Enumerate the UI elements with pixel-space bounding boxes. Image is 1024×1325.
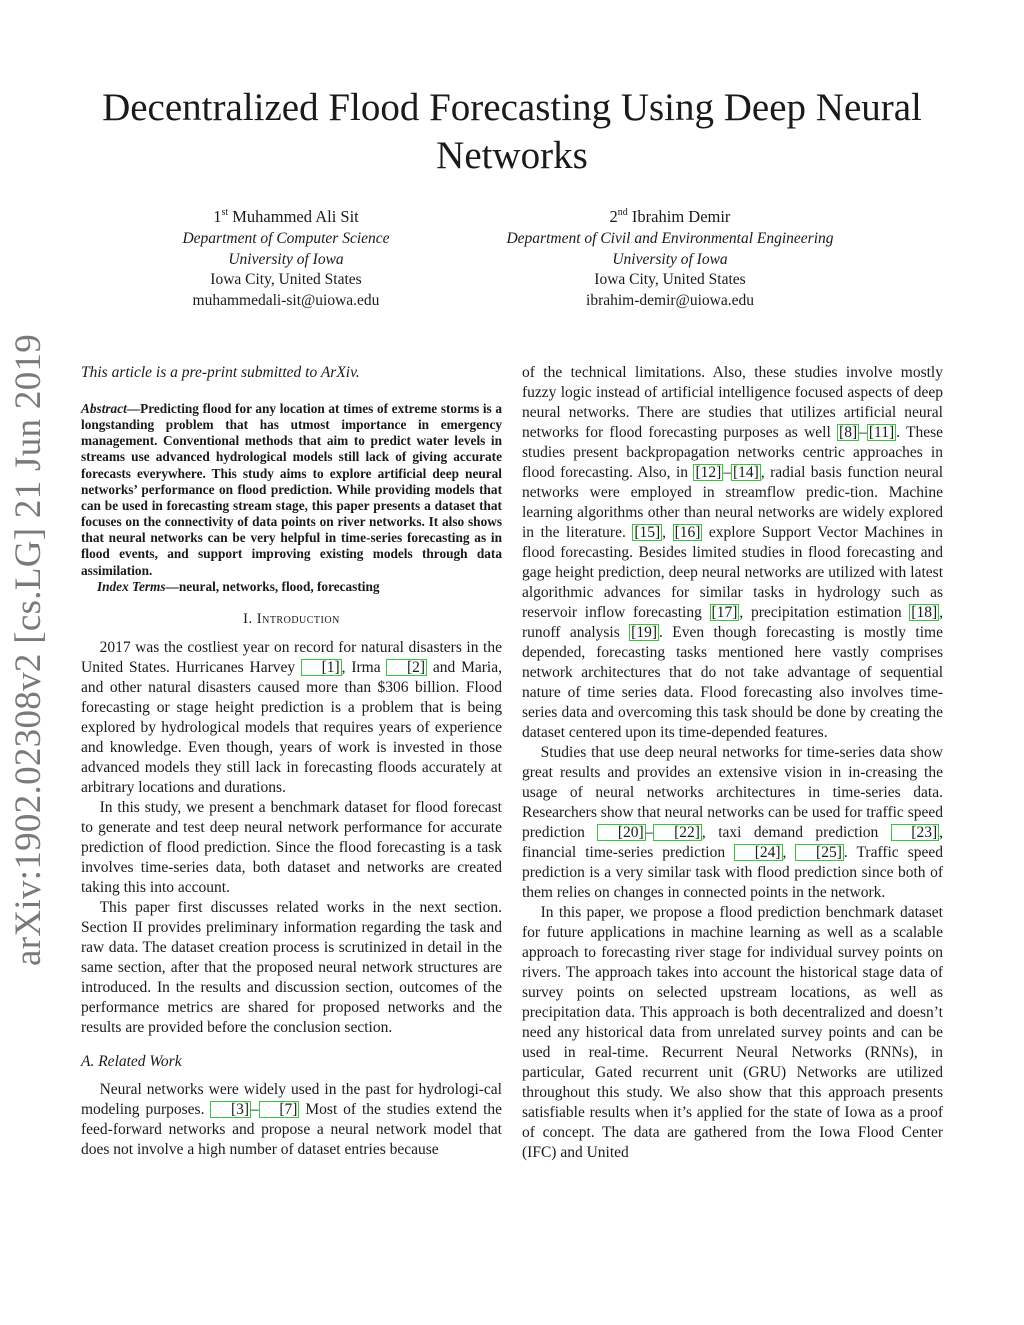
citation-link[interactable]: [16] xyxy=(674,524,701,541)
paper-title: Decentralized Flood Forecasting Using Deep Neural Networks xyxy=(102,86,922,177)
citation-link[interactable]: [17] xyxy=(711,604,738,621)
citation-link[interactable]: [3] xyxy=(210,1101,251,1118)
citation-link[interactable]: [7] xyxy=(259,1101,300,1118)
related-work-paragraph-1: Neural networks were widely used in the past for hydrologi-cal modeling purposes. [3] – [7] Most of the studies extend the feed-forward networks and propose a neural network model that does not involve a high number of dataset entries because xyxy=(81,1080,503,1158)
author-university: University of Iowa xyxy=(612,250,728,268)
intro-paragraph-3: This paper first discusses related works in the next section. Section II provides preliminary information regarding the task and raw data. The dataset creation process is scrutinized in detail in the same section, after that the proposed neural network structures are introduced. In the results and discussion section, outcomes of the performance metrics are shared for proposed networks and the results are provided before the conclusion section. xyxy=(81,898,502,1036)
author-department: Department of Computer Science xyxy=(182,230,390,247)
abstract xyxy=(81,401,502,579)
citation-link[interactable]: [25] xyxy=(795,844,843,861)
citation-link[interactable]: [2] xyxy=(386,659,427,676)
author-block-1 xyxy=(130,201,442,311)
citation-link[interactable]: [8] xyxy=(839,424,858,441)
author-location: Iowa City, United States xyxy=(594,271,746,288)
citation-link[interactable]: [20] xyxy=(597,824,645,841)
subsection-heading-related-work: A. Related Work xyxy=(81,1052,182,1070)
related-work-paragraph-3: Studies that use deep neural networks for time-series data show great results and provides an extensive vision in in-creasing the usage of neural networks architectures in time-series data. Researchers show that neural networks can be used for traffic speed prediction [20] – [22] , taxi demand prediction [23] , financial time-series prediction [24] , [25] . Traffic speed prediction is a very similar task with flood prediction since both of them relies on changes in connected points in the network. xyxy=(522,744,943,901)
right-column xyxy=(522,363,943,1163)
related-work-paragraph-2: of the technical limitations. Also, these studies involve mostly fuzzy logic instead of artificial intelligence focused aspects of deep neural networks. There are studies that utilizes artificial neural networks for flood forecasting purposes as well [8] – [11] . These studies present backpropagation networks centric approaches in flood forecasting. Also, in [12] – [14] , radial basis function neural networks were employed in streamflow predic-tion. Machine learning algorithms other than neural networks are widely explored in the literature. [15] , [16] explore Support Vector Machines in flood forecasting. Besides limited studies in flood forecasting and gage height prediction, deep neural networks are utilized with latest algorithmic advances for similar tasks in hydrology such as reservoir inflow forecasting [17] , precipitation estimation [18] , runoff analysis [19] . Even though forecasting is mostly time depended, forecasting tasks mentioned here vastly comprises network architectures that do not take advantage of sequential nature of time series data. Flood forecasting also involves time-series data and overcoming this task should be done by creating the dataset centered upon its time-depended features. xyxy=(522,364,944,741)
section-heading-introduction: I. Introduction xyxy=(243,610,340,627)
author-name: 2nd Ibrahim Demir xyxy=(609,207,731,226)
citation-link[interactable]: [14] xyxy=(733,464,759,481)
author-block-2 xyxy=(460,201,880,311)
author-email: muhammedali-sit@uiowa.edu xyxy=(192,291,380,309)
index-terms xyxy=(81,579,502,595)
author-department: Department of Civil and Environmental Engineering xyxy=(506,230,834,247)
preprint-note: This article is a pre-print submitted to ArXiv. xyxy=(81,364,360,381)
citation-link[interactable]: [12] xyxy=(695,464,722,481)
citation-link[interactable]: [23] xyxy=(891,824,939,841)
citation-link[interactable]: [1] xyxy=(301,659,342,676)
citation-link[interactable]: [22] xyxy=(653,824,701,841)
abstract-text: —Predicting flood for any location at times of extreme storms is a longstanding problem that has utmost importance in emergency management. Conventional methods that aim to predict water levels in streams use advanced hydrological models still lack of giving accurate forecasts everywhere. This study aims to explore artificial deep neural networks’ performance on flood prediction. While providing models that can be used in forecasting stream stage, this paper presents a dataset that focuses on the connectivity of data points on river networks. It also shows that neural networks can be very helpful in time-series forecasting as in flood events, and support improving existing models through data assimilation. xyxy=(81,401,502,578)
author-university: University of Iowa xyxy=(228,250,344,268)
author-name: 1st Muhammed Ali Sit xyxy=(213,207,359,226)
author-location: Iowa City, United States xyxy=(210,271,362,288)
arxiv-identifier-stamp: arXiv:1902.02308v2 [cs.LG] 21 Jun 2019 xyxy=(8,333,49,966)
citation-link[interactable]: [24] xyxy=(734,844,782,861)
intro-paragraph-1: 2017 was the costliest year on record for natural disasters in the United States. Hurricanes Harvey [1] , Irma [2] and Maria, and other natural disasters caused more than $306 billion. Flood forecasting or stage height prediction is a problem that is being explored by hydrological models that requires years of experience and knowledge. Even though, years of work is invested in those advanced models they still lack in forecasting floods accurately at arbitrary locations and durations. xyxy=(81,638,502,796)
related-work-paragraph-4: In this paper, we propose a flood prediction benchmark dataset for future applications in machine learning as well as a scalable approach to forecasting river stage for individual survey points on rivers. The approach takes into account the historical stage data of survey points on selected upstream locations, as well as precipitation data. This approach is both decentralized and doesn’t need any historical data from unrelated survey points and can be used in real-time. Recurrent Neural Networks (RNNs), in particular, Gated recurrent unit (GRU) Networks are utilized throughout this study. We also show that this approach presents satisfiable results when it’s applied for the state of Iowa as a proof of concept. The data are gathered from the Iowa Flood Center (IFC) and United xyxy=(522,904,943,1161)
intro-paragraph-2: In this study, we present a benchmark dataset for flood forecast to generate and test deep neural network performance for accurate prediction of flood prediction. Since the flood forecasting is a task involves time-series data, both dataset and networks are created taking this into account. xyxy=(81,798,502,896)
citation-link[interactable]: [11] xyxy=(868,424,895,441)
citation-link[interactable]: [19] xyxy=(631,624,657,641)
left-column xyxy=(81,363,502,1160)
citation-link[interactable]: [18] xyxy=(911,604,938,621)
abstract-label: Abstract xyxy=(81,401,127,416)
citation-link[interactable]: [15] xyxy=(634,524,661,541)
author-email: ibrahim-demir@uiowa.edu xyxy=(586,291,754,309)
index-terms-text: —neural, networks, flood, forecasting xyxy=(165,578,380,594)
index-terms-label: Index Terms xyxy=(96,578,166,594)
